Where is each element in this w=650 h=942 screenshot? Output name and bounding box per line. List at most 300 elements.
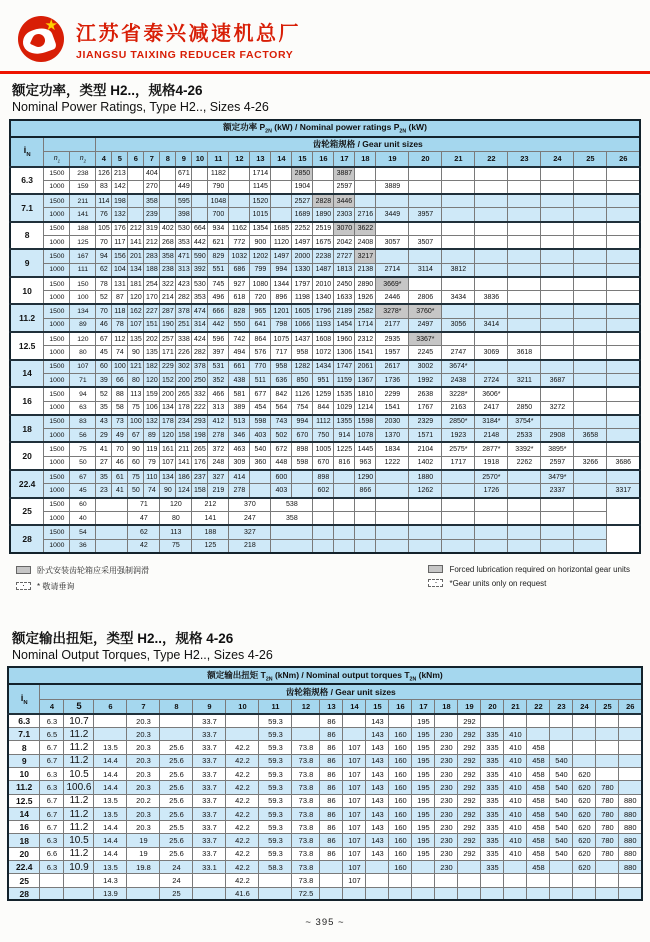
power-cell: 3687 xyxy=(541,373,574,387)
torque-cell: 33.7 xyxy=(193,807,226,820)
power-cell: 134 xyxy=(160,470,176,484)
power-cell: 1282 xyxy=(292,360,313,374)
torque-cell: 10.5 xyxy=(64,768,94,781)
n1-value: 1500 xyxy=(44,277,70,291)
torque-cell: 6.3 xyxy=(40,781,64,794)
power-cell: 198 xyxy=(192,429,208,443)
power-cell: 378 xyxy=(176,304,192,318)
n1-value: 1500 xyxy=(44,498,70,512)
power-cell: 2303 xyxy=(334,208,355,222)
power-cell xyxy=(508,180,541,194)
power-cell: 3266 xyxy=(574,456,607,470)
power-cell: 58 xyxy=(112,401,128,415)
torque-cell xyxy=(226,714,259,727)
torque-cell: 195 xyxy=(412,807,435,820)
power-cell: 1598 xyxy=(355,415,376,429)
legend-item-forced-en xyxy=(428,565,630,574)
torque-cell: 20.3 xyxy=(127,821,160,834)
ratio-group-9 xyxy=(10,249,640,277)
torque-cell xyxy=(550,728,573,741)
power-cell xyxy=(574,180,607,194)
power-cell: 442 xyxy=(208,318,229,332)
power-cell: 83 xyxy=(96,180,112,194)
torque-cell xyxy=(573,728,596,741)
power-cell xyxy=(475,511,508,525)
torque-cell: 6.7 xyxy=(40,807,64,820)
power-cell: 1402 xyxy=(409,456,442,470)
torque-cell: 195 xyxy=(412,794,435,807)
power-cell: 466 xyxy=(208,387,229,401)
power-cell: 1048 xyxy=(208,194,229,208)
power-cell xyxy=(541,360,574,374)
power-cell: 866 xyxy=(355,484,376,498)
ratio-value: 18 xyxy=(8,834,40,847)
torque-cell: 11.2 xyxy=(64,847,94,860)
torque-cell: 143 xyxy=(366,834,389,847)
torque-cell xyxy=(550,887,573,900)
torque-cell: 6.3 xyxy=(40,861,64,874)
power-cell: 3414 xyxy=(475,318,508,332)
power-cell: 158 xyxy=(192,484,208,498)
power-cell xyxy=(160,180,176,194)
torque-cell: 6.7 xyxy=(40,794,64,807)
power-cell: 278 xyxy=(208,429,229,443)
power-cell: 1066 xyxy=(292,318,313,332)
torque-cell: 143 xyxy=(366,714,389,727)
torque-cell: 86 xyxy=(320,794,343,807)
power-cell: 598 xyxy=(250,415,271,429)
power-cell xyxy=(607,360,640,374)
torque-cell: 195 xyxy=(412,714,435,727)
power-cell: 248 xyxy=(208,456,229,470)
power-cell: 201 xyxy=(128,249,144,263)
power-cell xyxy=(574,387,607,401)
page-header xyxy=(0,0,650,64)
power-row xyxy=(10,346,640,360)
power-cell: 3895* xyxy=(541,442,574,456)
n2-value: 107 xyxy=(70,360,96,374)
torque-cell: 86 xyxy=(320,781,343,794)
power-cell: 3674* xyxy=(442,360,475,374)
torque-cell: 458 xyxy=(527,781,550,794)
torque-cell: 14.4 xyxy=(94,847,127,860)
n2-value: 141 xyxy=(70,208,96,222)
torque-cell: 25.5 xyxy=(160,821,193,834)
power-cell xyxy=(541,318,574,332)
power-cell: 2850 xyxy=(292,167,313,181)
power-cell xyxy=(607,291,640,305)
power-cell xyxy=(334,498,355,512)
torque-cell: 335 xyxy=(481,728,504,741)
power-cell: 66 xyxy=(112,373,128,387)
power-cell xyxy=(574,235,607,249)
power-cell: 1454 xyxy=(334,318,355,332)
power-cell xyxy=(475,263,508,277)
power-cell: 1344 xyxy=(271,277,292,291)
power-cell: 1736 xyxy=(376,373,409,387)
torque-cell: 160 xyxy=(389,834,412,847)
power-cell xyxy=(442,304,475,318)
power-cell: 46 xyxy=(112,456,128,470)
power-cell: 1262 xyxy=(409,484,442,498)
torque-cell: 780 xyxy=(596,847,619,860)
power-cell xyxy=(409,249,442,263)
power-cell: 798 xyxy=(271,318,292,332)
torque-cell: 13.5 xyxy=(94,794,127,807)
power-cell: 513 xyxy=(229,415,250,429)
power-cell xyxy=(475,498,508,512)
size-col-24: 24 xyxy=(541,152,574,167)
torque-cell: 292 xyxy=(458,821,481,834)
power-cell: 1029 xyxy=(334,401,355,415)
torque-cell xyxy=(504,874,527,887)
power-cell xyxy=(508,332,541,346)
torque-cell: 292 xyxy=(458,781,481,794)
n1-value: 1000 xyxy=(44,539,70,553)
torque-cell: 59.3 xyxy=(259,728,292,741)
power-cell: 618 xyxy=(229,291,250,305)
power-cell xyxy=(292,470,313,484)
power-cell xyxy=(409,167,442,181)
torque-table-heading xyxy=(12,631,650,664)
power-cell xyxy=(508,318,541,332)
power-cell xyxy=(574,291,607,305)
power-cell: 200 xyxy=(176,373,192,387)
power-cell xyxy=(313,525,334,539)
torque-cell: 160 xyxy=(389,768,412,781)
power-cell xyxy=(128,180,144,194)
power-cell: 60 xyxy=(96,360,112,374)
power-cell: 176 xyxy=(192,456,208,470)
torque-cell: 410 xyxy=(504,821,527,834)
power-cell: 90 xyxy=(160,484,176,498)
power-cell xyxy=(355,511,376,525)
power-cell: 120 xyxy=(128,291,144,305)
torque-cell: 230 xyxy=(435,728,458,741)
torque-cell xyxy=(412,887,435,900)
power-cell: 3887 xyxy=(334,167,355,181)
torque-cell: 107 xyxy=(343,847,366,860)
torque-cell: 540 xyxy=(550,794,573,807)
power-cell: 538 xyxy=(271,498,313,512)
power-cell: 1717 xyxy=(442,456,475,470)
torque-cell: 6.5 xyxy=(40,728,64,741)
power-cell: 2163 xyxy=(442,401,475,415)
power-cell xyxy=(541,304,574,318)
power-cell: 799 xyxy=(250,263,271,277)
power-cell xyxy=(475,222,508,236)
power-cell: 670 xyxy=(313,456,334,470)
ratio-value: 12.5 xyxy=(8,794,40,807)
power-cell xyxy=(607,304,640,318)
torque-cell: 620 xyxy=(573,781,596,794)
power-cell: 2299 xyxy=(376,387,409,401)
legend-text: Forced lubrication required on horizontal gear units xyxy=(449,564,630,574)
power-cell: 238 xyxy=(160,263,176,277)
torque-cell: 410 xyxy=(504,728,527,741)
power-cell xyxy=(313,539,334,553)
power-cell: 3114 xyxy=(409,263,442,277)
power-cell: 3057 xyxy=(376,235,409,249)
power-cell: 2138 xyxy=(355,263,376,277)
power-cell: 188 xyxy=(192,525,229,539)
power-cell: 309 xyxy=(229,456,250,470)
power-cell: 141 xyxy=(192,511,229,525)
power-cell: 1340 xyxy=(313,291,334,305)
torque-cell: 107 xyxy=(343,834,366,847)
power-cell xyxy=(128,167,144,181)
n2-value: 134 xyxy=(70,304,96,318)
brand-name-zh: 江苏省泰兴减速机总厂 xyxy=(76,22,301,45)
power-cell xyxy=(574,373,607,387)
torque-cell: 780 xyxy=(596,807,619,820)
power-cell: 338 xyxy=(176,332,192,346)
torque-cell: 292 xyxy=(458,807,481,820)
power-cell xyxy=(475,235,508,249)
n1-value: 1500 xyxy=(44,194,70,208)
ratio-column-header: $i_N$ xyxy=(10,137,44,167)
torque-cell: 33.7 xyxy=(193,728,226,741)
power-cell xyxy=(128,194,144,208)
size-col-16: 16 xyxy=(389,699,412,714)
n2-value: 45 xyxy=(70,484,96,498)
n2-value: 36 xyxy=(70,539,96,553)
power-cell: 106 xyxy=(144,401,160,415)
size-col-15: 15 xyxy=(292,152,313,167)
torque-cell xyxy=(435,874,458,887)
power-cell: 1918 xyxy=(475,456,508,470)
power-cell xyxy=(475,332,508,346)
size-col-9: 9 xyxy=(193,699,226,714)
power-cell: 1437 xyxy=(292,332,313,346)
ratio-value: 25 xyxy=(8,874,40,887)
power-cell: 222 xyxy=(192,401,208,415)
torque-cell xyxy=(389,887,412,900)
legend-text: *Gear units only on request xyxy=(449,578,547,588)
power-cell xyxy=(409,194,442,208)
n1-value: 1500 xyxy=(44,387,70,401)
torque-cell: 73.8 xyxy=(292,794,320,807)
power-cell: 402 xyxy=(160,222,176,236)
power-cell: 268 xyxy=(160,235,176,249)
power-cell xyxy=(442,235,475,249)
power-cell: 1145 xyxy=(250,180,271,194)
ratio-group-8 xyxy=(10,222,640,250)
power-cell xyxy=(508,249,541,263)
power-cell: 2104 xyxy=(409,442,442,456)
torque-cell: 143 xyxy=(366,781,389,794)
size-col-16: 16 xyxy=(313,152,334,167)
ratio-group-20 xyxy=(10,442,640,470)
power-cell xyxy=(192,167,208,181)
power-cell: 474 xyxy=(192,304,208,318)
power-cell: 282 xyxy=(192,346,208,360)
torque-cell xyxy=(160,728,193,741)
power-row xyxy=(10,194,640,208)
torque-cell xyxy=(550,741,573,754)
torque-cell: 780 xyxy=(596,834,619,847)
torque-cell: 620 xyxy=(573,807,596,820)
torque-cell xyxy=(193,874,226,887)
power-cell: 2312 xyxy=(355,332,376,346)
torque-cell xyxy=(366,887,389,900)
size-col-4: 4 xyxy=(40,699,64,714)
torque-cell xyxy=(573,887,596,900)
gear-sizes-header: 齿轮箱规格 / Gear unit sizes xyxy=(96,137,640,152)
torque-cell xyxy=(292,714,320,727)
ratio-value: 6.3 xyxy=(8,714,40,727)
power-cell: 2850* xyxy=(442,415,475,429)
size-col-6: 6 xyxy=(128,152,144,167)
torque-cell: 143 xyxy=(366,754,389,767)
power-cell: 720 xyxy=(250,291,271,305)
size-col-21: 21 xyxy=(504,699,527,714)
torque-cell xyxy=(366,874,389,887)
n2-value: 67 xyxy=(70,470,96,484)
power-cell: 237 xyxy=(192,470,208,484)
size-col-19: 19 xyxy=(458,699,481,714)
power-cell xyxy=(574,415,607,429)
power-cell: 52 xyxy=(96,291,112,305)
power-cell xyxy=(442,180,475,194)
power-cell: 3507 xyxy=(409,235,442,249)
power-cell: 1726 xyxy=(475,484,508,498)
torque-cell: 59.3 xyxy=(259,807,292,820)
power-cell xyxy=(574,249,607,263)
torque-row-28 xyxy=(8,887,642,900)
power-cell: 52 xyxy=(96,387,112,401)
torque-cell: 335 xyxy=(481,754,504,767)
power-cell: 239 xyxy=(144,208,160,222)
torque-cell: 73.8 xyxy=(292,861,320,874)
size-col-6: 6 xyxy=(94,699,127,714)
power-cell: 80 xyxy=(160,511,192,525)
power-cell: 3228* xyxy=(442,387,475,401)
ratio-value: 11.2 xyxy=(10,304,44,332)
torque-cell: 880 xyxy=(619,834,642,847)
power-cell xyxy=(574,470,607,484)
power-cell xyxy=(541,180,574,194)
power-cell: 126 xyxy=(96,167,112,181)
n2-value: 50 xyxy=(70,456,96,470)
power-ratings-table xyxy=(9,119,641,554)
ratio-group-25 xyxy=(10,498,640,526)
torque-table-header: 额定输出扭矩 $T_{2N}$ (kNm) / Nominal output torques $T_{2N}$ (kNm) xyxy=(8,667,642,684)
power-cell xyxy=(442,249,475,263)
power-cell xyxy=(355,180,376,194)
torque-cell: 59.3 xyxy=(259,754,292,767)
torque-cell: 58.3 xyxy=(259,861,292,874)
torque-cell: 14.4 xyxy=(94,781,127,794)
power-cell: 3622 xyxy=(355,222,376,236)
power-cell xyxy=(475,249,508,263)
size-col-20: 20 xyxy=(481,699,504,714)
power-cell xyxy=(607,235,640,249)
torque-cell: 195 xyxy=(412,834,435,847)
torque-cell: 19 xyxy=(127,847,160,860)
power-cell xyxy=(409,277,442,291)
n2-value: 159 xyxy=(70,180,96,194)
power-cell: 2828 xyxy=(313,194,334,208)
power-cell xyxy=(475,539,508,553)
torque-cell xyxy=(596,768,619,781)
power-cell: 1193 xyxy=(313,318,334,332)
power-cell xyxy=(376,539,409,553)
power-cell: 1198 xyxy=(292,291,313,305)
ratio-group-14 xyxy=(10,360,640,388)
power-cell: 2189 xyxy=(334,304,355,318)
torque-cell: 335 xyxy=(481,861,504,874)
torque-cell: 335 xyxy=(481,847,504,860)
torque-cell: 195 xyxy=(412,781,435,794)
torque-row-25 xyxy=(8,874,642,887)
torque-cell: 195 xyxy=(412,728,435,741)
torque-cell xyxy=(481,714,504,727)
power-cell: 494 xyxy=(229,346,250,360)
power-cell xyxy=(541,511,574,525)
power-cell: 449 xyxy=(176,180,192,194)
torque-cell: 620 xyxy=(573,821,596,834)
power-row xyxy=(10,167,640,181)
power-cell: 188 xyxy=(144,263,160,277)
power-cell: 67 xyxy=(96,332,112,346)
power-cell: 1259 xyxy=(313,387,334,401)
torque-cell xyxy=(527,728,550,741)
torque-cell: 73.8 xyxy=(292,807,320,820)
power-cell: 3812 xyxy=(442,263,475,277)
torque-cell: 20.3 xyxy=(127,807,160,820)
n2-value: 211 xyxy=(70,194,96,208)
power-cell: 540 xyxy=(250,442,271,456)
torque-cell: 86 xyxy=(320,847,343,860)
torque-cell: 107 xyxy=(343,741,366,754)
power-cell: 664 xyxy=(192,222,208,236)
power-cell: 392 xyxy=(192,263,208,277)
power-cell: 772 xyxy=(229,235,250,249)
torque-cell: 195 xyxy=(412,754,435,767)
power-cell: 134 xyxy=(160,401,176,415)
power-cell: 212 xyxy=(192,498,229,512)
n2-value: 54 xyxy=(70,525,96,539)
power-cell: 1162 xyxy=(229,222,250,236)
torque-cell xyxy=(160,714,193,727)
power-cell: 120 xyxy=(144,373,160,387)
power-cell: 46 xyxy=(96,318,112,332)
power-cell: 79 xyxy=(144,456,160,470)
power-row xyxy=(10,249,640,263)
torque-cell: 292 xyxy=(458,754,481,767)
torque-cell: 20.2 xyxy=(127,794,160,807)
torque-row-14 xyxy=(8,807,642,820)
power-cell: 214 xyxy=(160,291,176,305)
power-cell: 511 xyxy=(250,373,271,387)
torque-cell xyxy=(435,714,458,727)
power-cell: 1075 xyxy=(271,332,292,346)
power-cell xyxy=(376,525,409,539)
power-cell xyxy=(160,208,176,222)
power-cell xyxy=(475,208,508,222)
power-cell: 596 xyxy=(208,332,229,346)
n1-value: 1500 xyxy=(44,167,70,181)
ratio-group-18 xyxy=(10,415,640,443)
power-cell xyxy=(574,332,607,346)
torque-cell: 42.2 xyxy=(226,807,259,820)
power-cell: 598 xyxy=(292,456,313,470)
torque-cell: 143 xyxy=(366,807,389,820)
torque-cell xyxy=(596,714,619,727)
n1-value: 1500 xyxy=(44,249,70,263)
power-cell: 3446 xyxy=(334,194,355,208)
